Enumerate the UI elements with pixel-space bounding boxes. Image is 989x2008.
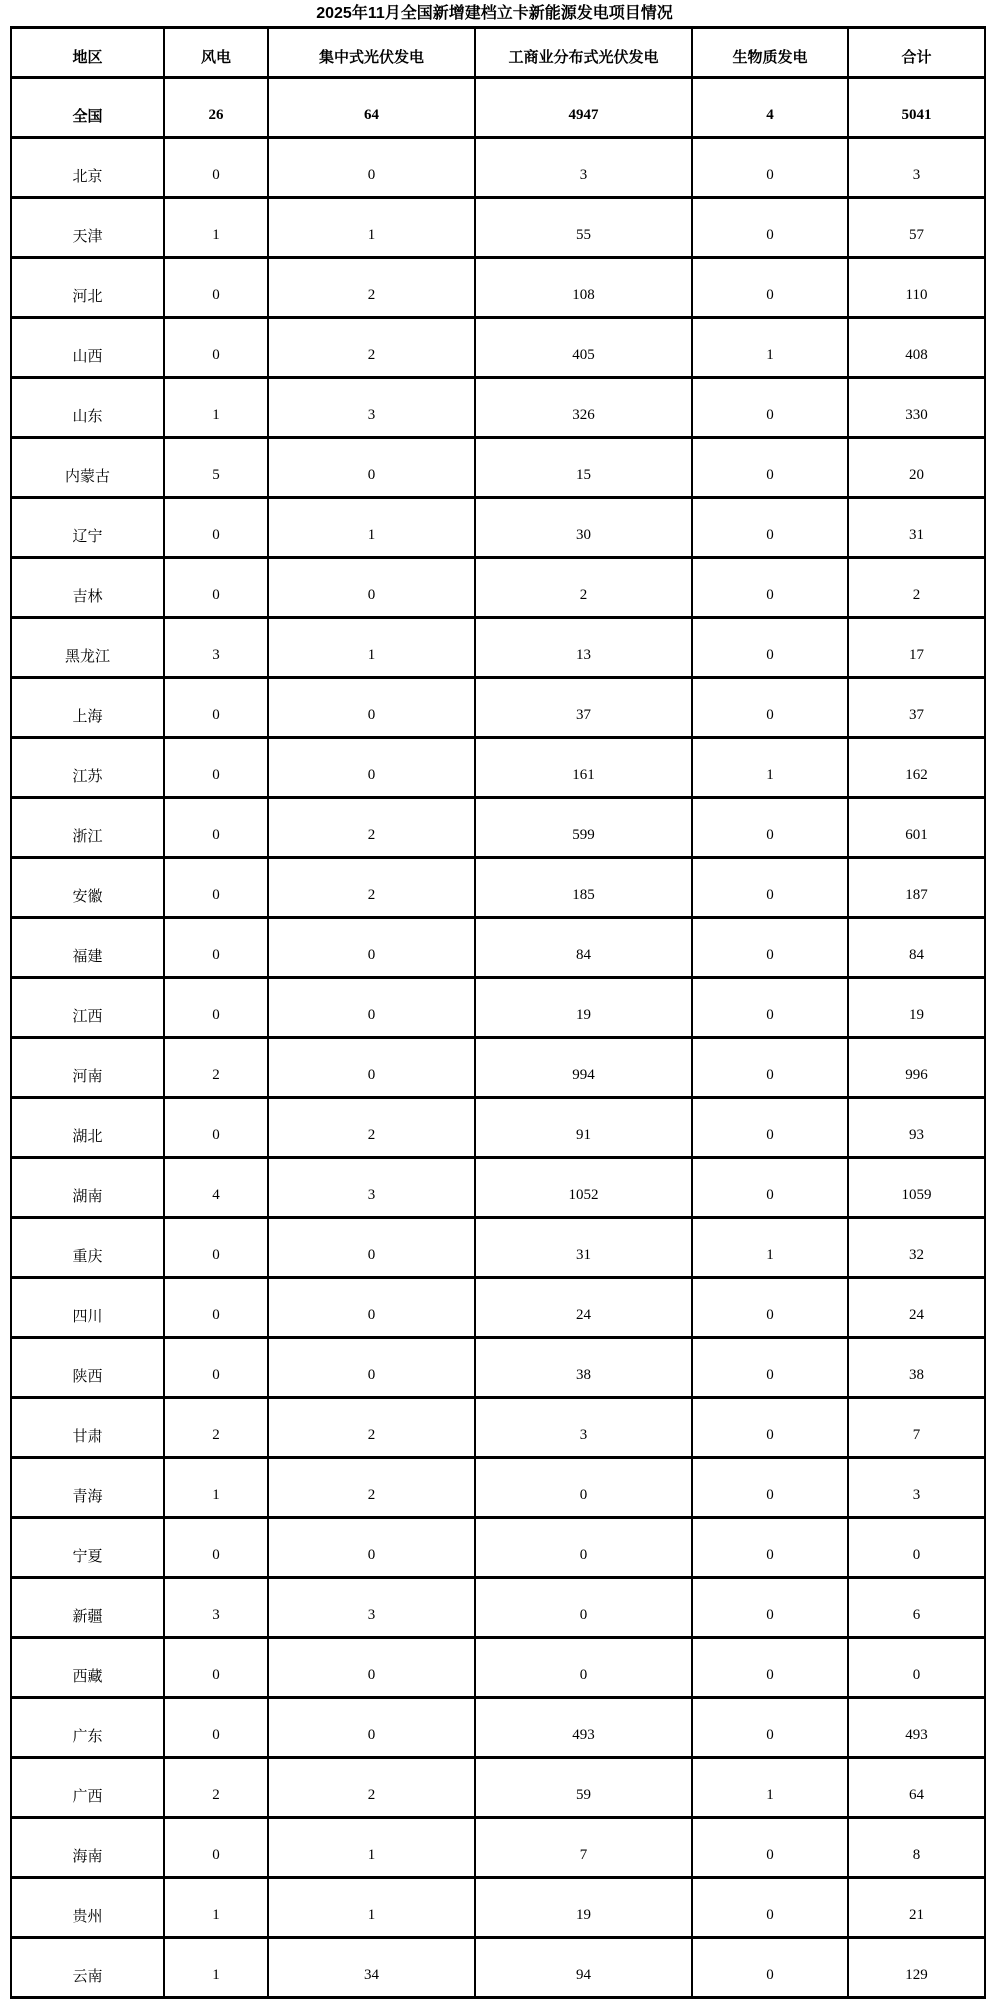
value-cell: 0	[692, 678, 848, 738]
value-cell: 0	[164, 1338, 268, 1398]
value-cell: 161	[475, 738, 692, 798]
value-cell: 21	[848, 1878, 985, 1938]
value-cell: 1052	[475, 1158, 692, 1218]
value-cell: 59	[475, 1758, 692, 1818]
value-cell: 994	[475, 1038, 692, 1098]
value-cell: 1	[692, 1758, 848, 1818]
table-row	[11, 1758, 985, 1818]
region-cell: 湖南	[11, 1158, 164, 1218]
table-row	[11, 1278, 985, 1338]
table-row	[11, 378, 985, 438]
value-cell: 0	[268, 438, 475, 498]
value-cell: 4	[164, 1158, 268, 1218]
value-cell: 0	[268, 1038, 475, 1098]
value-cell: 5	[164, 438, 268, 498]
value-cell: 15	[475, 438, 692, 498]
value-cell: 0	[268, 138, 475, 198]
value-cell: 0	[692, 198, 848, 258]
value-cell: 0	[164, 258, 268, 318]
value-cell: 55	[475, 198, 692, 258]
table-row	[11, 1698, 985, 1758]
value-cell: 493	[848, 1698, 985, 1758]
value-cell: 3	[268, 378, 475, 438]
value-cell: 91	[475, 1098, 692, 1158]
region-cell: 青海	[11, 1458, 164, 1518]
value-cell: 0	[268, 1218, 475, 1278]
table-row	[11, 1218, 985, 1278]
value-cell: 0	[692, 978, 848, 1038]
header-row	[11, 28, 985, 78]
value-cell: 1	[164, 198, 268, 258]
value-cell: 2	[164, 1398, 268, 1458]
region-cell: 陕西	[11, 1338, 164, 1398]
value-cell: 599	[475, 798, 692, 858]
value-cell: 162	[848, 738, 985, 798]
column-header: 工商业分布式光伏发电	[475, 28, 692, 78]
value-cell: 0	[848, 1638, 985, 1698]
value-cell: 19	[475, 1878, 692, 1938]
value-cell: 0	[475, 1578, 692, 1638]
value-cell: 1	[164, 1878, 268, 1938]
table-row	[11, 318, 985, 378]
table-row	[11, 918, 985, 978]
value-cell: 2	[268, 318, 475, 378]
value-cell: 4	[692, 78, 848, 138]
value-cell: 5041	[848, 78, 985, 138]
table-row	[11, 138, 985, 198]
value-cell: 996	[848, 1038, 985, 1098]
region-cell: 西藏	[11, 1638, 164, 1698]
value-cell: 0	[692, 798, 848, 858]
value-cell: 0	[164, 1818, 268, 1878]
value-cell: 0	[164, 738, 268, 798]
value-cell: 0	[692, 1398, 848, 1458]
region-cell: 四川	[11, 1278, 164, 1338]
value-cell: 0	[692, 1698, 848, 1758]
value-cell: 0	[692, 1638, 848, 1698]
value-cell: 2	[164, 1038, 268, 1098]
value-cell: 187	[848, 858, 985, 918]
value-cell: 0	[475, 1638, 692, 1698]
value-cell: 0	[164, 1098, 268, 1158]
value-cell: 37	[475, 678, 692, 738]
value-cell: 2	[848, 558, 985, 618]
region-cell: 黑龙江	[11, 618, 164, 678]
value-cell: 0	[164, 1218, 268, 1278]
value-cell: 17	[848, 618, 985, 678]
value-cell: 0	[268, 1518, 475, 1578]
value-cell: 32	[848, 1218, 985, 1278]
value-cell: 7	[848, 1398, 985, 1458]
value-cell: 20	[848, 438, 985, 498]
value-cell: 94	[475, 1938, 692, 1998]
value-cell: 2	[268, 1098, 475, 1158]
region-cell: 福建	[11, 918, 164, 978]
value-cell: 8	[848, 1818, 985, 1878]
value-cell: 1	[268, 198, 475, 258]
value-cell: 0	[268, 1278, 475, 1338]
value-cell: 3	[268, 1578, 475, 1638]
value-cell: 2	[475, 558, 692, 618]
region-cell: 浙江	[11, 798, 164, 858]
region-cell: 江苏	[11, 738, 164, 798]
value-cell: 3	[164, 1578, 268, 1638]
value-cell: 1	[164, 378, 268, 438]
value-cell: 3	[848, 1458, 985, 1518]
value-cell: 0	[268, 1698, 475, 1758]
value-cell: 1059	[848, 1158, 985, 1218]
region-cell: 内蒙古	[11, 438, 164, 498]
value-cell: 24	[475, 1278, 692, 1338]
value-cell: 38	[475, 1338, 692, 1398]
column-header: 合计	[848, 28, 985, 78]
value-cell: 0	[692, 258, 848, 318]
value-cell: 0	[692, 1938, 848, 1998]
value-cell: 0	[692, 618, 848, 678]
table-row	[11, 78, 985, 138]
region-cell: 重庆	[11, 1218, 164, 1278]
value-cell: 601	[848, 798, 985, 858]
value-cell: 405	[475, 318, 692, 378]
table-row	[11, 1158, 985, 1218]
table-row	[11, 858, 985, 918]
value-cell: 129	[848, 1938, 985, 1998]
value-cell: 3	[268, 1158, 475, 1218]
table-row	[11, 618, 985, 678]
value-cell: 13	[475, 618, 692, 678]
value-cell: 0	[692, 1158, 848, 1218]
value-cell: 0	[692, 1578, 848, 1638]
value-cell: 2	[268, 258, 475, 318]
table-row	[11, 1818, 985, 1878]
value-cell: 84	[848, 918, 985, 978]
value-cell: 2	[268, 1398, 475, 1458]
value-cell: 2	[268, 858, 475, 918]
value-cell: 0	[692, 858, 848, 918]
value-cell: 0	[692, 438, 848, 498]
value-cell: 0	[268, 738, 475, 798]
value-cell: 0	[692, 1458, 848, 1518]
value-cell: 0	[164, 798, 268, 858]
value-cell: 0	[164, 498, 268, 558]
value-cell: 0	[268, 1638, 475, 1698]
value-cell: 0	[692, 1338, 848, 1398]
column-header: 地区	[11, 28, 164, 78]
region-cell: 山东	[11, 378, 164, 438]
region-cell: 安徽	[11, 858, 164, 918]
value-cell: 1	[268, 1818, 475, 1878]
value-cell: 408	[848, 318, 985, 378]
energy-projects-table	[10, 26, 986, 1999]
value-cell: 7	[475, 1818, 692, 1878]
value-cell: 493	[475, 1698, 692, 1758]
region-cell: 河南	[11, 1038, 164, 1098]
value-cell: 0	[164, 858, 268, 918]
value-cell: 0	[692, 1878, 848, 1938]
region-cell: 湖北	[11, 1098, 164, 1158]
value-cell: 31	[848, 498, 985, 558]
value-cell: 1	[692, 1218, 848, 1278]
table-row	[11, 198, 985, 258]
table-row	[11, 1938, 985, 1998]
value-cell: 1	[692, 318, 848, 378]
table-row	[11, 1038, 985, 1098]
value-cell: 108	[475, 258, 692, 318]
table-row	[11, 1458, 985, 1518]
region-cell: 贵州	[11, 1878, 164, 1938]
value-cell: 330	[848, 378, 985, 438]
region-cell: 全国	[11, 78, 164, 138]
region-cell: 广西	[11, 1758, 164, 1818]
value-cell: 3	[848, 138, 985, 198]
region-cell: 上海	[11, 678, 164, 738]
region-cell: 辽宁	[11, 498, 164, 558]
value-cell: 0	[692, 1278, 848, 1338]
region-cell: 山西	[11, 318, 164, 378]
value-cell: 2	[268, 798, 475, 858]
table-row	[11, 1578, 985, 1638]
value-cell: 1	[268, 1878, 475, 1938]
table-row	[11, 1878, 985, 1938]
value-cell: 4947	[475, 78, 692, 138]
value-cell: 38	[848, 1338, 985, 1398]
value-cell: 1	[164, 1458, 268, 1518]
value-cell: 0	[164, 138, 268, 198]
table-row	[11, 258, 985, 318]
value-cell: 6	[848, 1578, 985, 1638]
value-cell: 2	[268, 1458, 475, 1518]
value-cell: 1	[692, 738, 848, 798]
region-cell: 宁夏	[11, 1518, 164, 1578]
value-cell: 64	[848, 1758, 985, 1818]
value-cell: 0	[692, 138, 848, 198]
value-cell: 2	[164, 1758, 268, 1818]
value-cell: 3	[475, 1398, 692, 1458]
value-cell: 0	[164, 918, 268, 978]
value-cell: 1	[268, 498, 475, 558]
value-cell: 0	[164, 318, 268, 378]
value-cell: 3	[475, 138, 692, 198]
value-cell: 26	[164, 78, 268, 138]
region-cell: 广东	[11, 1698, 164, 1758]
region-cell: 吉林	[11, 558, 164, 618]
value-cell: 57	[848, 198, 985, 258]
region-cell: 云南	[11, 1938, 164, 1998]
region-cell: 北京	[11, 138, 164, 198]
value-cell: 0	[475, 1458, 692, 1518]
value-cell: 1	[268, 618, 475, 678]
value-cell: 0	[164, 1278, 268, 1338]
table-row	[11, 738, 985, 798]
value-cell: 0	[692, 1818, 848, 1878]
value-cell: 0	[692, 1038, 848, 1098]
table-row	[11, 558, 985, 618]
table-row	[11, 1638, 985, 1698]
value-cell: 0	[164, 678, 268, 738]
value-cell: 0	[268, 1338, 475, 1398]
table-row	[11, 798, 985, 858]
value-cell: 93	[848, 1098, 985, 1158]
value-cell: 34	[268, 1938, 475, 1998]
value-cell: 0	[164, 1698, 268, 1758]
value-cell: 30	[475, 498, 692, 558]
value-cell: 0	[268, 978, 475, 1038]
table-row	[11, 438, 985, 498]
value-cell: 0	[692, 1098, 848, 1158]
value-cell: 64	[268, 78, 475, 138]
column-header: 风电	[164, 28, 268, 78]
value-cell: 0	[164, 1518, 268, 1578]
region-cell: 海南	[11, 1818, 164, 1878]
value-cell: 24	[848, 1278, 985, 1338]
value-cell: 84	[475, 918, 692, 978]
value-cell: 0	[164, 978, 268, 1038]
value-cell: 0	[692, 918, 848, 978]
value-cell: 31	[475, 1218, 692, 1278]
value-cell: 0	[692, 378, 848, 438]
value-cell: 0	[848, 1518, 985, 1578]
region-cell: 天津	[11, 198, 164, 258]
table-row	[11, 1098, 985, 1158]
value-cell: 110	[848, 258, 985, 318]
region-cell: 江西	[11, 978, 164, 1038]
value-cell: 1	[164, 1938, 268, 1998]
region-cell: 新疆	[11, 1578, 164, 1638]
value-cell: 2	[268, 1758, 475, 1818]
value-cell: 0	[268, 678, 475, 738]
table-row	[11, 1518, 985, 1578]
value-cell: 185	[475, 858, 692, 918]
value-cell: 0	[692, 558, 848, 618]
value-cell: 0	[475, 1518, 692, 1578]
table-row	[11, 978, 985, 1038]
value-cell: 0	[268, 918, 475, 978]
value-cell: 0	[268, 558, 475, 618]
value-cell: 0	[692, 498, 848, 558]
value-cell: 19	[848, 978, 985, 1038]
value-cell: 3	[164, 618, 268, 678]
table-row	[11, 1398, 985, 1458]
column-header: 生物质发电	[692, 28, 848, 78]
region-cell: 甘肃	[11, 1398, 164, 1458]
table-row	[11, 498, 985, 558]
table-row	[11, 678, 985, 738]
table-row	[11, 1338, 985, 1398]
value-cell: 0	[164, 1638, 268, 1698]
value-cell: 326	[475, 378, 692, 438]
value-cell: 0	[692, 1518, 848, 1578]
page-title: 2025年11月全国新增建档立卡新能源发电项目情况	[316, 5, 673, 22]
column-header: 集中式光伏发电	[268, 28, 475, 78]
value-cell: 37	[848, 678, 985, 738]
value-cell: 19	[475, 978, 692, 1038]
value-cell: 0	[164, 558, 268, 618]
region-cell: 河北	[11, 258, 164, 318]
